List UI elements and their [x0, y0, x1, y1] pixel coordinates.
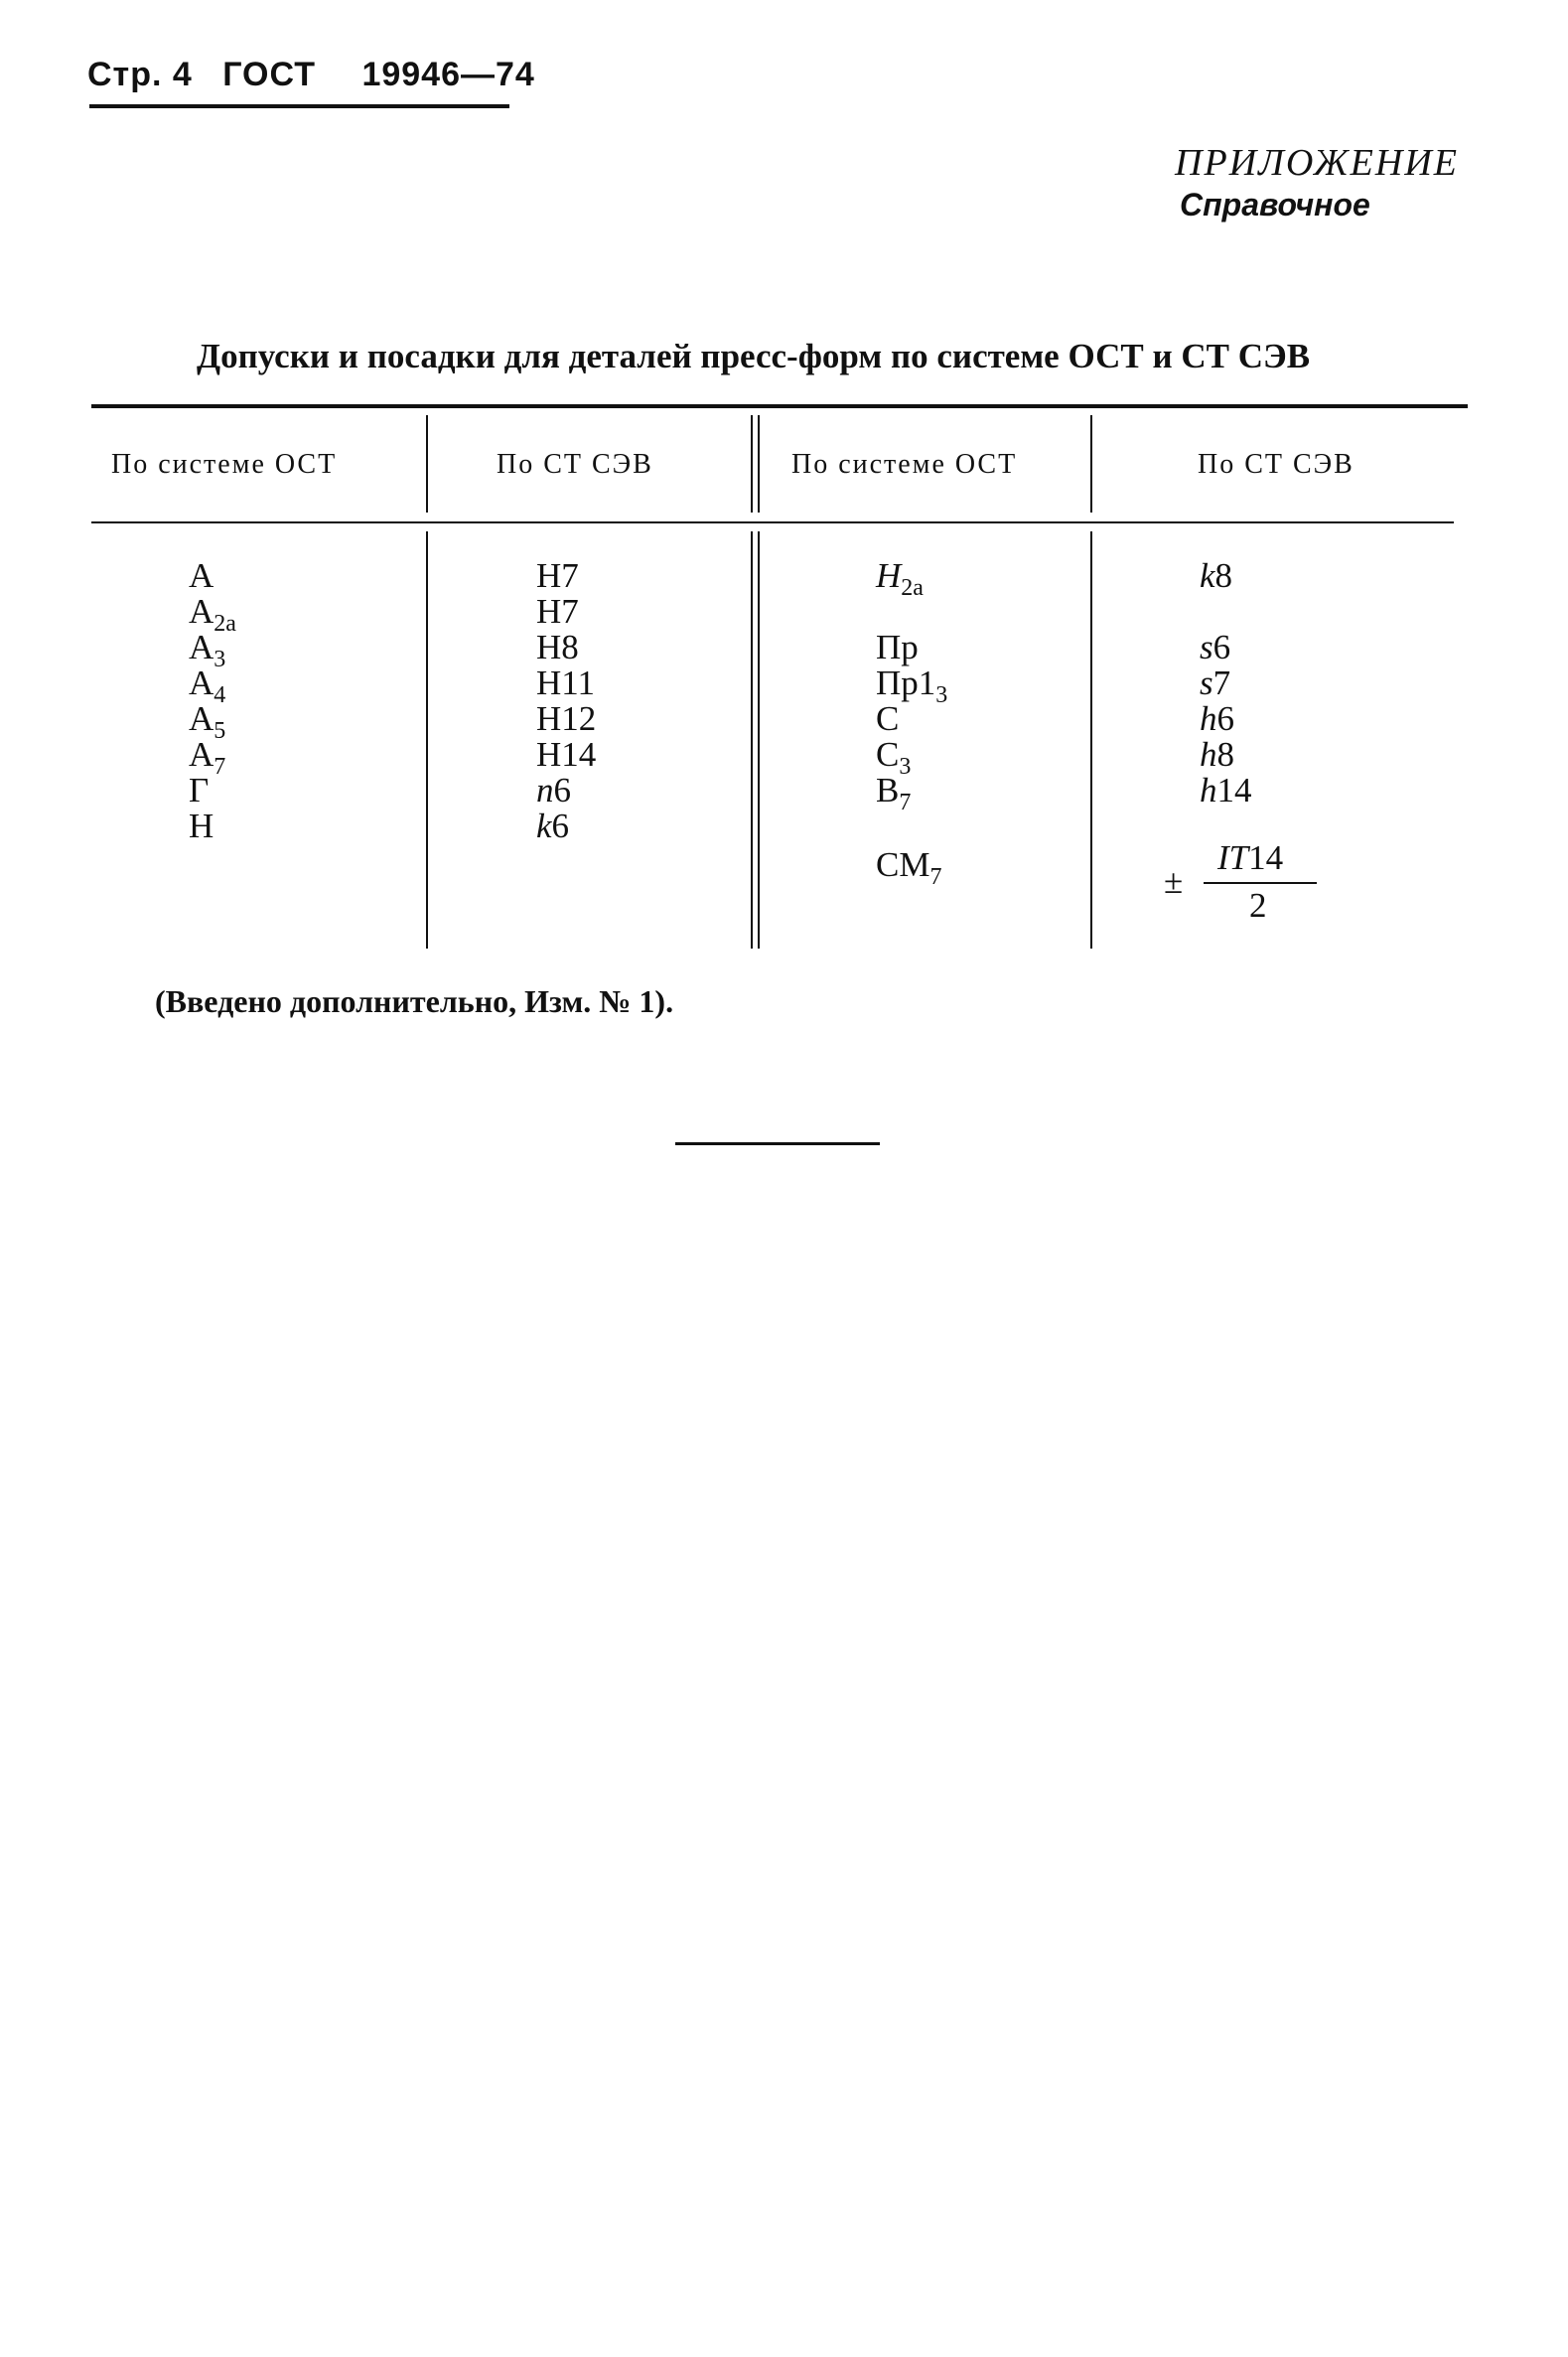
table-cell-ost: $А_4$ [189, 663, 226, 708]
table-cell-ost: Пр [876, 628, 919, 666]
column-divider-2b [758, 415, 760, 513]
table-cell-ost: $Н_{2а}$ [876, 556, 924, 601]
table-cell-sev: n6 [536, 771, 571, 810]
fraction-denominator: 2 [1249, 886, 1267, 925]
appendix-subtitle: Справочное [1180, 187, 1370, 222]
column-header-ost-right: По системе ОСТ [791, 449, 1018, 480]
table-cell-ost: А [189, 556, 214, 595]
fraction-bar [1204, 882, 1317, 884]
table-cell-sev: Н14 [536, 735, 597, 774]
table-top-rule [91, 404, 1468, 408]
column-divider-3 [1090, 531, 1092, 949]
table-cell-sev: Н7 [536, 556, 579, 595]
table-cell-ost: $А_{2а}$ [189, 592, 236, 637]
column-header-sev-left: По СТ СЭВ [497, 449, 653, 480]
table-cell-sev: Н8 [536, 628, 579, 666]
column-divider-1 [426, 415, 428, 513]
table-cell-ost: $А_5$ [189, 699, 226, 744]
table-cell-sev: s6 [1200, 628, 1231, 666]
plus-minus-sign: ± [1164, 862, 1184, 901]
table-cell-sev: h6 [1200, 699, 1234, 738]
document-title: Допуски и посадки для деталей пресс-форм по системе ОСТ и СТ СЭВ [197, 337, 1311, 375]
table-cell-ost: С [876, 699, 900, 738]
column-divider-2a [751, 531, 753, 949]
table-cell-ost: $А_7$ [189, 735, 226, 780]
column-header-ost-left: По системе ОСТ [111, 449, 338, 480]
table-cell-sev: h14 [1200, 771, 1252, 810]
table-cell-sev: Н7 [536, 592, 579, 631]
table-cell-ost: Н [189, 807, 214, 845]
column-divider-2b [758, 531, 760, 949]
fraction-numerator: IT14 [1217, 838, 1284, 877]
table-cell-sev: h8 [1200, 735, 1234, 774]
table-cell-sev: Н11 [536, 663, 595, 702]
amendment-note: (Введено дополнительно, Изм. № 1). [155, 983, 674, 1019]
table-cell-sev: Н12 [536, 699, 597, 738]
table-cell-ost: Г [189, 771, 210, 810]
table-cell-sev: k6 [536, 807, 570, 845]
column-divider-1 [426, 531, 428, 949]
table-cell-sev: s7 [1200, 663, 1231, 702]
table-cell-ost: $Пр1_3$ [876, 663, 948, 708]
standard-word: ГОСТ [222, 56, 316, 93]
appendix-title: ПРИЛОЖЕНИЕ [1175, 142, 1459, 184]
column-divider-2a [751, 415, 753, 513]
page-label: Стр. 4 [87, 56, 193, 93]
table-cell-ost: $С_3$ [876, 735, 912, 780]
standard-number: 19946—74 [361, 56, 535, 93]
running-head [87, 56, 535, 94]
table-cell-sev: k8 [1200, 556, 1233, 595]
table-cell-ost: $В_7$ [876, 771, 912, 815]
header-underline [89, 104, 509, 108]
end-rule [675, 1142, 880, 1145]
table-header-rule [91, 521, 1454, 523]
column-header-sev-right: По СТ СЭВ [1198, 449, 1354, 480]
table-cell-ost: $СМ_7$ [876, 845, 942, 890]
table-cell-ost: $А_3$ [189, 628, 226, 672]
column-divider-3 [1090, 415, 1092, 513]
